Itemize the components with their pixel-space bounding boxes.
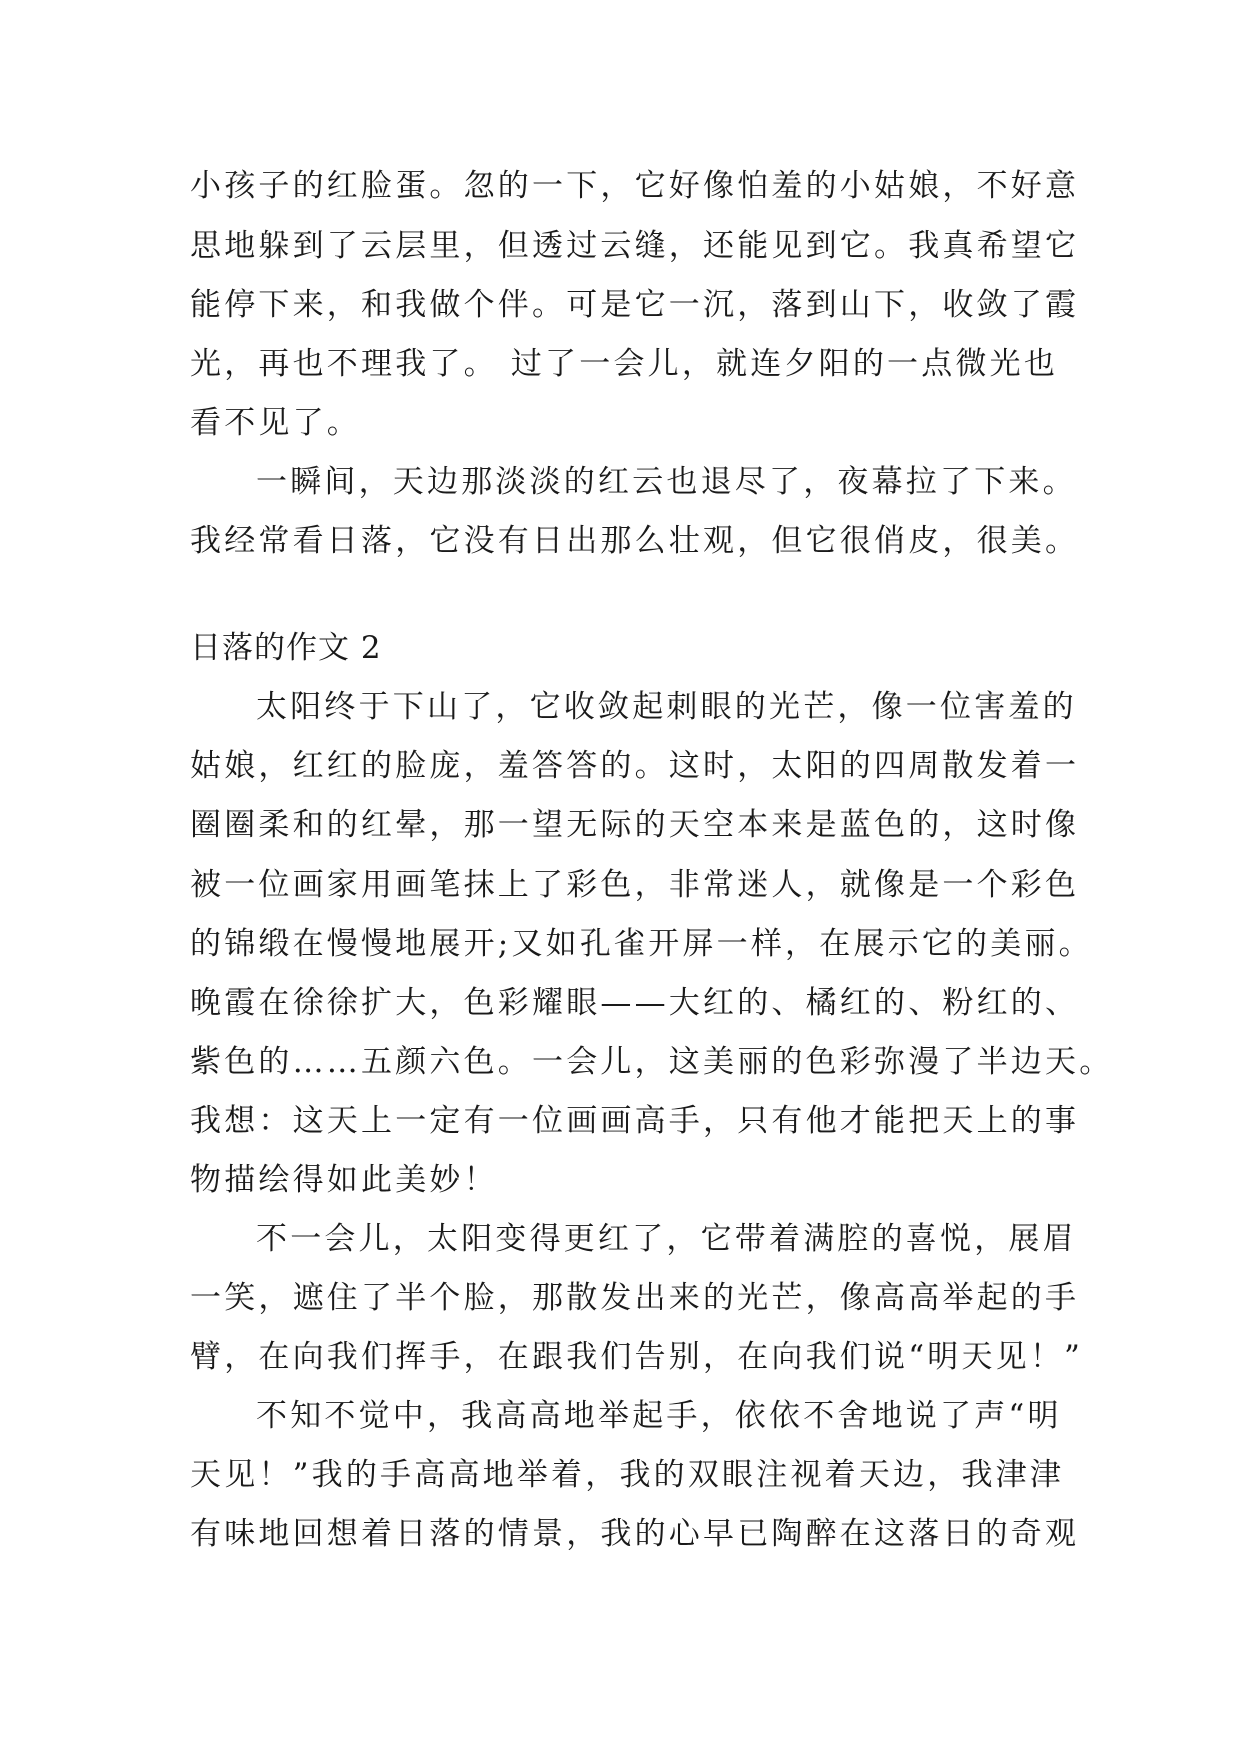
paragraph-line: 姑娘，红红的脸庞，羞答答的。这时，太阳的四周散发着一 xyxy=(190,748,1080,784)
paragraph-line: 我想：这天上一定有一位画画高手，只有他才能把天上的事 xyxy=(190,1103,1080,1139)
paragraph-line: 我经常看日落，它没有日出那么壮观，但它很俏皮，很美。 xyxy=(190,523,1080,559)
paragraph-line: 晚霞在徐徐扩大，色彩耀眼——大红的、橘红的、粉红的、 xyxy=(190,985,1080,1021)
paragraph-line: 被一位画家用画笔抹上了彩色，非常迷人，就像是一个彩色 xyxy=(190,867,1080,903)
paragraph-line: 不知不觉中，我高高地举起手，依依不舍地说了声“明 xyxy=(256,1398,1062,1434)
paragraph-line: 能停下来，和我做个伴。可是它一沉，落到山下，收敛了霞 xyxy=(190,287,1080,323)
paragraph-line: 天见！”我的手高高地举着，我的双眼注视着天边，我津津 xyxy=(190,1457,1065,1493)
paragraph-line: 一笑，遮住了半个脸，那散发出来的光芒，像高高举起的手 xyxy=(190,1280,1080,1316)
paragraph-line: 小孩子的红脸蛋。忽的一下，它好像怕羞的小姑娘，不好意 xyxy=(190,168,1080,204)
paragraph-line: 的锦缎在慢慢地展开;又如孔雀开屏一样，在展示它的美丽。 xyxy=(190,926,1093,962)
paragraph-line: 光，再也不理我了。 过了一会儿，就连夕阳的一点微光也 xyxy=(190,346,1059,382)
paragraph-line: 一瞬间，天边那淡淡的红云也退尽了，夜幕拉了下来。 xyxy=(256,464,1077,500)
paragraph-line: 臂，在向我们挥手，在跟我们告别，在向我们说“明天见！” xyxy=(190,1339,1084,1375)
paragraph-line: 有味地回想着日落的情景，我的心早已陶醉在这落日的奇观 xyxy=(190,1516,1080,1552)
paragraph-line: 圈圈柔和的红晕，那一望无际的天空本来是蓝色的，这时像 xyxy=(190,807,1080,843)
paragraph-line: 不一会儿，太阳变得更红了，它带着满腔的喜悦，展眉 xyxy=(256,1221,1077,1257)
paragraph-line: 思地躲到了云层里，但透过云缝，还能见到它。我真希望它 xyxy=(190,228,1080,264)
paragraph-line: 太阳终于下山了，它收敛起刺眼的光芒，像一位害羞的 xyxy=(256,689,1077,725)
section-title: 日落的作文 2 xyxy=(190,630,382,666)
paragraph-line: 物描绘得如此美妙！ xyxy=(190,1162,498,1198)
paragraph-line: 紫色的……五颜六色。一会儿，这美丽的色彩弥漫了半边天。 xyxy=(190,1044,1114,1080)
paragraph-line: 看不见了。 xyxy=(190,405,361,441)
